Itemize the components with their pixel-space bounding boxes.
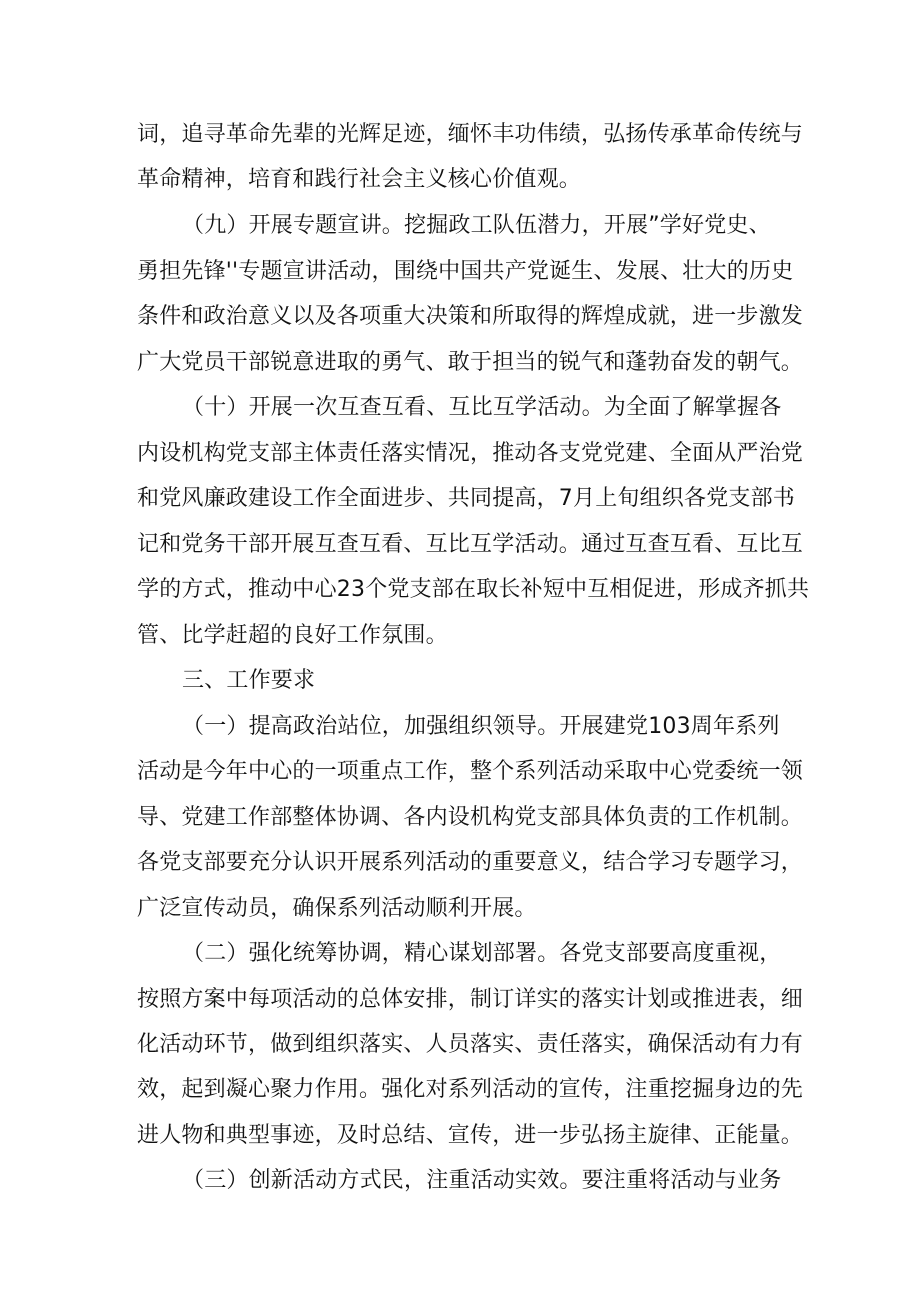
body-text-line: 内设机构党支部主体责任落实情况，推动各支党党建、全面从严治党 [137, 441, 804, 466]
body-text-line: 勇担先锋''专题宣讲活动，围绕中国共产党诞生、发展、壮大的历史 [137, 259, 794, 284]
body-text-line: 管、比学赶超的良好工作氛围。 [137, 623, 448, 648]
body-text-line: 效，起到凝心聚力作用。强化对系列活动的宣传，注重挖掘身边的先 [137, 1077, 804, 1102]
requirement-1-first-line: （一）提高政治站位，加强组织领导。开展建党103周年系列 [182, 714, 780, 739]
requirement-2-first-line: （二）强化统筹协调，精心谋划部署。各党支部要高度重视， [182, 941, 782, 966]
body-text-line: 词，追寻革命先辈的光辉足迹，缅怀丰功伟绩，弘扬传承革命传统与 [137, 122, 804, 147]
body-text-line: 按照方案中每项活动的总体安排，制订详实的落实计划或推进表，细 [137, 987, 804, 1012]
body-text-line: 革命精神，培育和践行社会主义核心价值观。 [137, 167, 582, 192]
body-text-line: 条件和政治意义以及各项重大决策和所取得的辉煌成就，进一步激发 [137, 304, 804, 329]
body-text-line: 和党风廉政建设工作全面进步、共同提高，7月上旬组织各党支部书 [137, 486, 795, 511]
paragraph-9-first-line: （九）开展专题宣讲。挖掘政工队伍潜力，开展”学好党史、 [182, 213, 771, 238]
body-text-line: 化活动环节，做到组织落实、人员落实、责任落实，确保活动有力有 [137, 1032, 804, 1057]
body-text-line: 广泛宣传动员，确保系列活动顺利开展。 [137, 896, 537, 921]
section-heading: 三、工作要求 [182, 668, 316, 693]
body-text-line: 进人物和典型事迹，及时总结、宣传，进一步弘扬主旋律、正能量。 [137, 1123, 804, 1148]
body-text-line: 导、党建工作部整体协调、各内设机构党支部具体负责的工作机制。 [137, 805, 804, 830]
requirement-3-first-line: （三）创新活动方式民，注重活动实效。要注重将活动与业务 [182, 1168, 782, 1193]
paragraph-10-first-line: （十）开展一次互查互看、互比互学活动。为全面了解掌握各 [182, 395, 782, 420]
body-text-line: 广大党员干部锐意进取的勇气、敢于担当的锐气和蓬勃奋发的朝气。 [137, 350, 804, 375]
body-text-line: 记和党务干部开展互查互看、互比互学活动。通过互查互看、互比互 [137, 532, 804, 557]
body-text-line: 活动是今年中心的一项重点工作，整个系列活动采取中心党委统一领 [137, 759, 804, 784]
body-text-line: 学的方式，推动中心23个党支部在取长补短中互相促进，形成齐抓共 [137, 577, 810, 602]
body-text-line: 各党支部要充分认识开展系列活动的重要意义，结合学习专题学习， [137, 850, 804, 875]
